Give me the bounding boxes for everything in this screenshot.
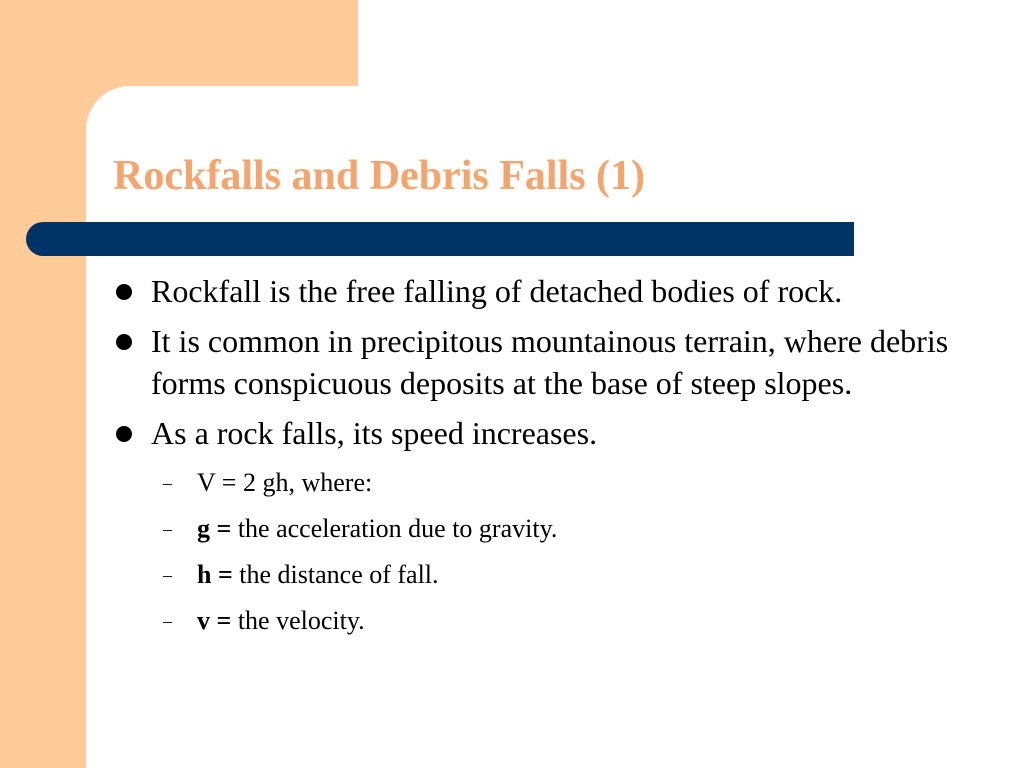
bullet-text: It is common in precipitous mountainous terrain, where debris forms conspicuous deposits at the base of steep slopes. (151, 323, 949, 401)
dash-icon: – (163, 519, 172, 539)
sub-bullet-item (151, 460, 1013, 506)
slide-title: Rockfalls and Debris Falls (1) (113, 153, 646, 199)
bullet-item (113, 320, 1013, 404)
bullet-text: Rockfall is the free falling of detached bodies of rock. (151, 273, 843, 309)
sub-bullet-term: g = (197, 514, 232, 543)
dash-icon: – (163, 565, 172, 585)
sub-bullet-list (151, 460, 1013, 644)
sub-bullet-term: v = (197, 606, 232, 635)
sub-bullet-term: h = (197, 560, 233, 589)
bullet-dot-icon (116, 426, 132, 442)
sub-bullet-text: the acceleration due to gravity. (231, 514, 558, 543)
sub-bullet-item (151, 552, 1013, 598)
dash-icon: – (163, 473, 172, 493)
sub-bullet-text: the distance of fall. (232, 560, 439, 589)
sub-bullet-text: the velocity. (231, 606, 365, 635)
sub-bullet-item (151, 506, 1013, 552)
dash-icon: – (163, 611, 172, 631)
sub-bullet-text: V = 2 gh, where: (197, 468, 373, 497)
bullet-dot-icon (116, 284, 132, 300)
bullet-text: As a rock falls, its speed increases. (151, 415, 598, 451)
title-underline-bar (26, 222, 854, 256)
bullet-dot-icon (116, 334, 132, 350)
bullet-item (113, 412, 1013, 644)
sub-bullet-item (151, 598, 1013, 644)
bullet-list (113, 270, 1013, 652)
bullet-item (113, 270, 1013, 312)
